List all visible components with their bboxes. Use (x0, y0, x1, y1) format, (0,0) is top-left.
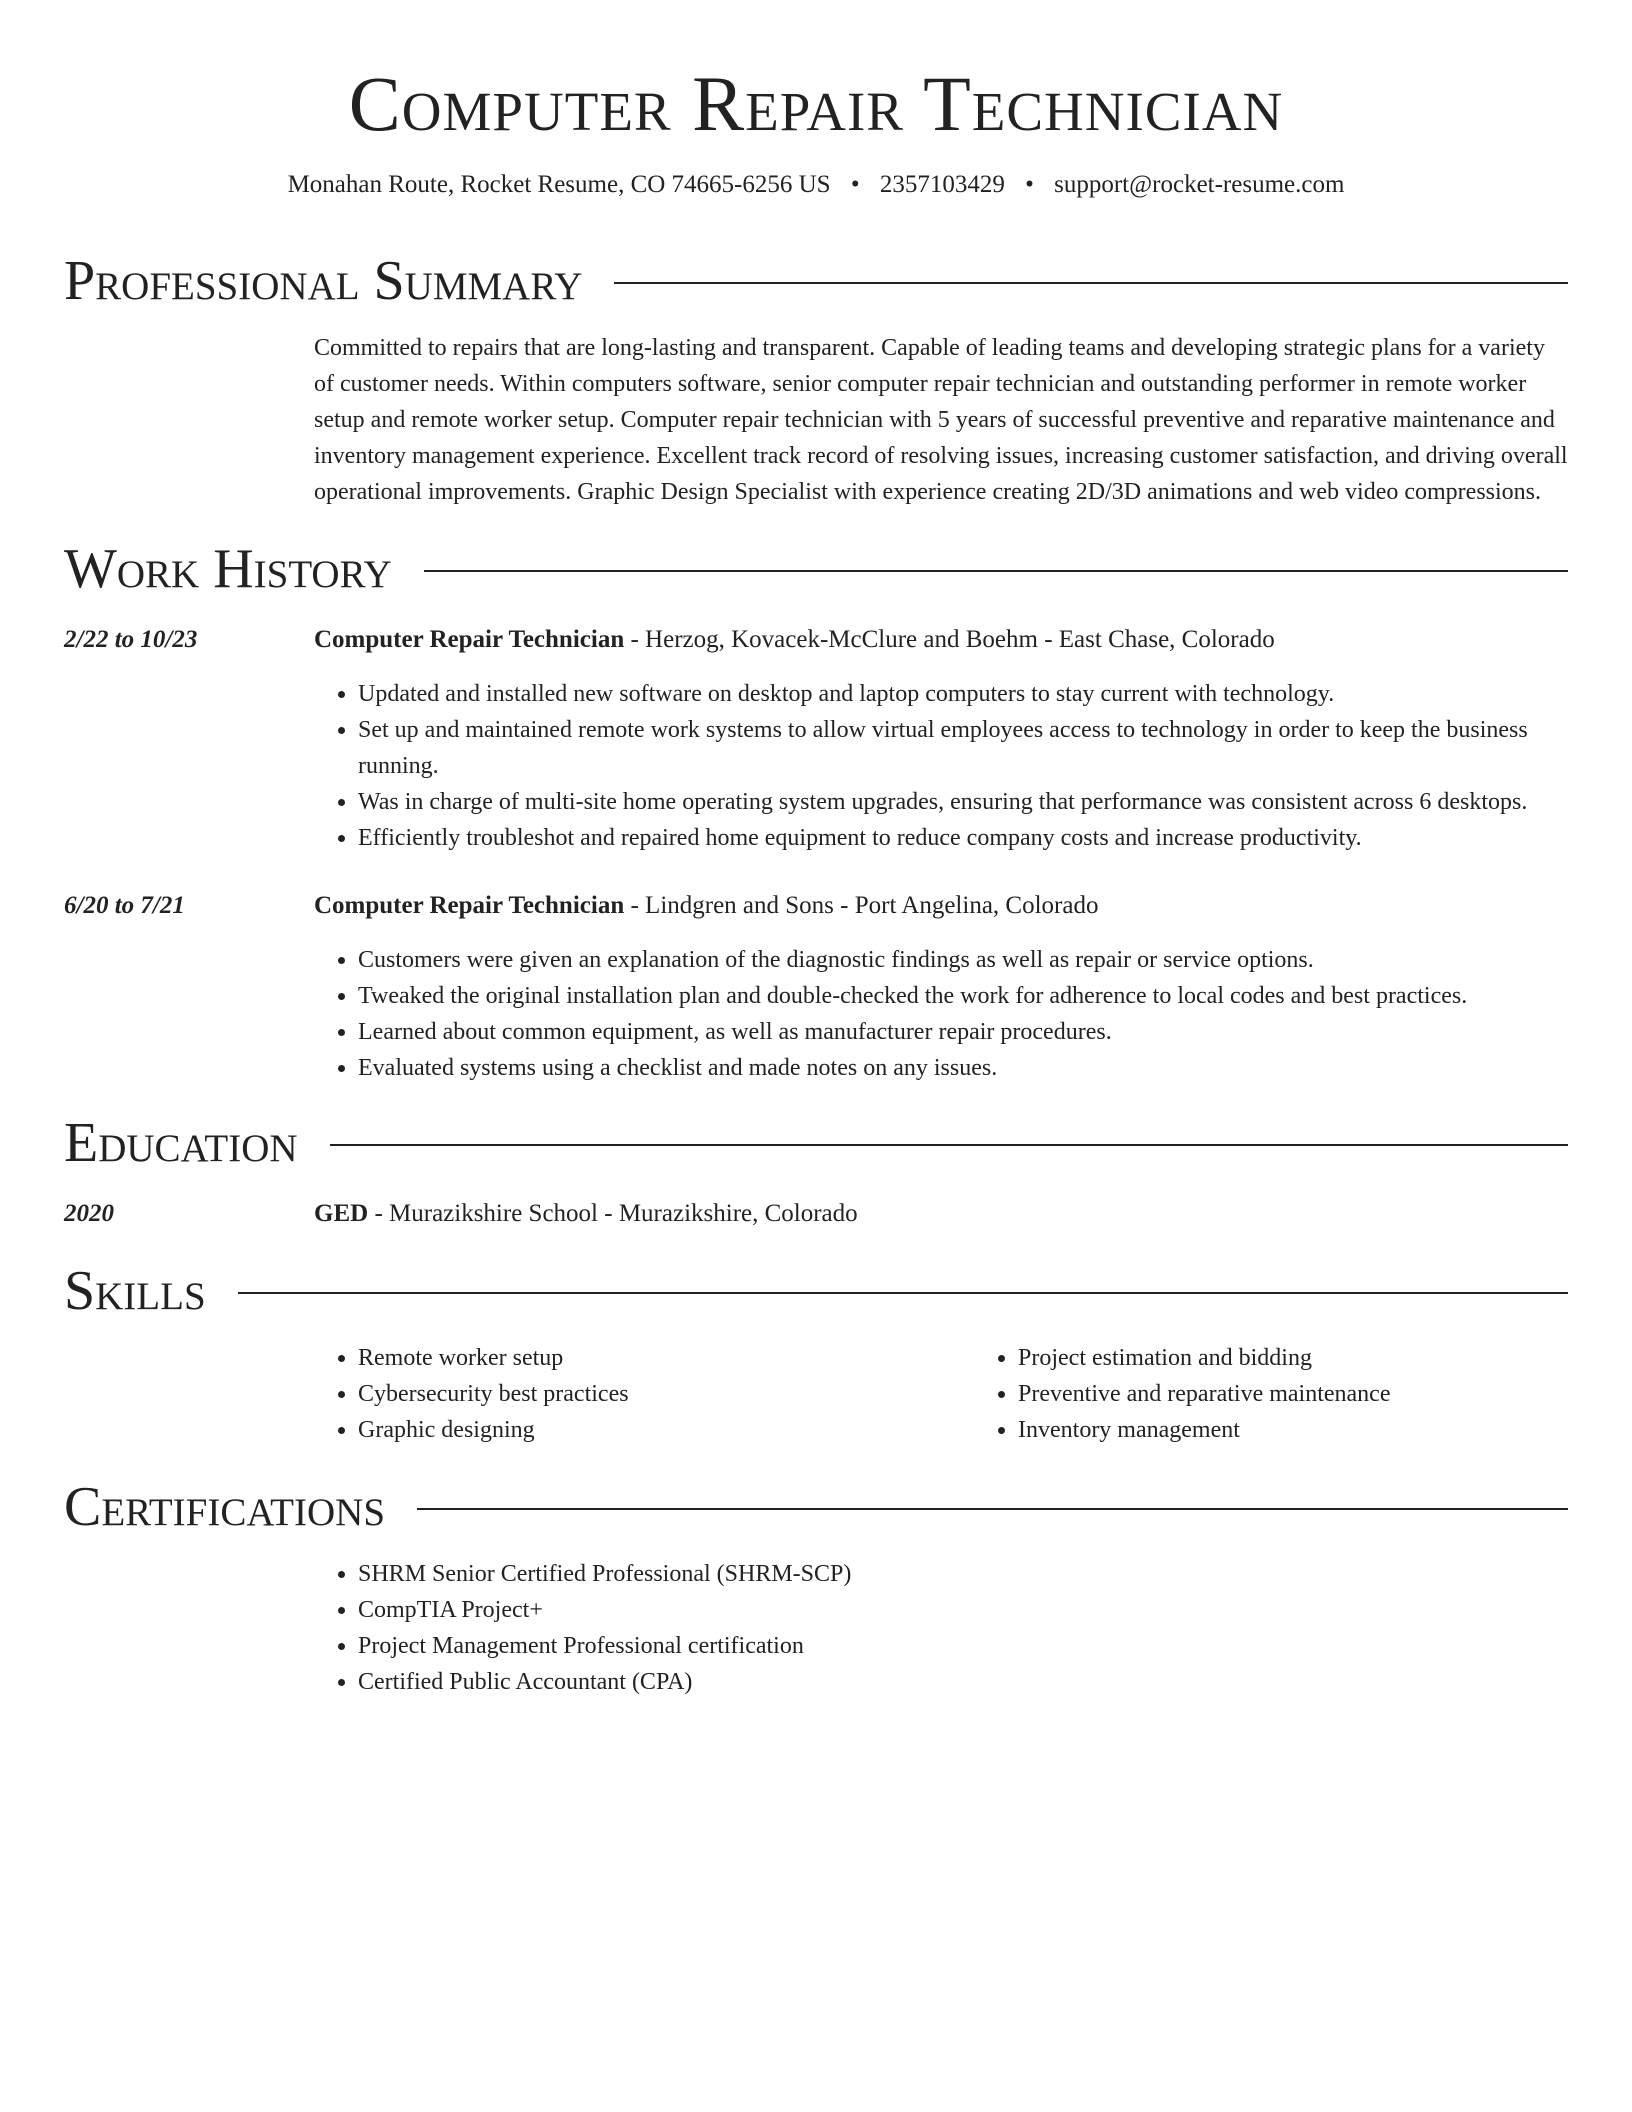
skills-row (64, 1340, 1568, 1448)
skill-item: • Inventory management (1018, 1412, 1632, 1448)
summary-spacer (64, 330, 314, 510)
job-bullet: • Tweaked the original installation plan and double-checked the work for adherence to local codes and best practices. (358, 978, 1568, 1014)
section-divider (330, 1144, 1568, 1146)
certification-item: • CompTIA Project+ (358, 1592, 1568, 1628)
skill-item: • Cybersecurity best practices (358, 1376, 974, 1412)
section-divider (417, 1508, 1568, 1510)
contact-phone: 2357103429 (879, 171, 1005, 198)
education-section (64, 1110, 1568, 1232)
skills-list-left (314, 1340, 974, 1448)
job-details: - Lindgren and Sons - Port Angelina, Colorado (624, 892, 1099, 919)
education-heading: Education (64, 1112, 298, 1174)
work-section (64, 536, 1568, 1086)
certifications-list (314, 1556, 1568, 1700)
summary-section (64, 248, 1568, 510)
skill-item: • Project estimation and bidding (1018, 1340, 1632, 1376)
resume-title: Computer Repair Technician (348, 60, 1284, 147)
skill-item: • Graphic designing (358, 1412, 974, 1448)
job-bullet: • Set up and maintained remote work systems to allow virtual employees access to technology in order to keep the business running. (358, 712, 1568, 784)
certifications-header (64, 1474, 1568, 1540)
section-divider (424, 570, 1568, 572)
job-title: Computer Repair Technician (314, 626, 625, 653)
section-divider (238, 1292, 1568, 1294)
skills-header (64, 1258, 1568, 1324)
work-heading: Work History (64, 538, 392, 600)
job-bullets (314, 676, 1568, 856)
certification-item: • Project Management Professional certification (358, 1628, 1568, 1664)
education-degree: GED (314, 1200, 369, 1227)
education-body (314, 1196, 1568, 1232)
certification-item: • SHRM Senior Certified Professional (SHRM-SCP) (358, 1556, 1568, 1592)
certification-item: • Certified Public Accountant (CPA) (358, 1664, 1568, 1700)
job-entry (64, 622, 1568, 856)
job-body (314, 888, 1568, 1086)
resume-page (64, 0, 1568, 1700)
job-bullet: • Was in charge of multi-site home operating system upgrades, ensuring that performance was consistent across 6 desktops. (358, 784, 1568, 820)
job-bullet: • Evaluated systems using a checklist and made notes on any issues. (358, 1050, 1568, 1086)
job-dates: 2/22 to 10/23 (64, 626, 198, 653)
job-details: - Herzog, Kovacek-McClure and Boehm - East Chase, Colorado (624, 626, 1275, 653)
job-heading-line (314, 622, 1568, 658)
job-heading-line (314, 888, 1568, 924)
job-bullet: • Updated and installed new software on desktop and laptop computers to stay current with technology. (358, 676, 1568, 712)
skills-list-right (974, 1340, 1632, 1448)
section-divider (614, 282, 1568, 284)
skills-section (64, 1258, 1568, 1448)
contact-separator: • (850, 171, 860, 198)
job-bullet: • Learned about common equipment, as well as manufacturer repair procedures. (358, 1014, 1568, 1050)
education-details: - Murazikshire School - Murazikshire, Colorado (368, 1200, 858, 1227)
skill-item: • Preventive and reparative maintenance (1018, 1376, 1632, 1412)
education-entry (64, 1196, 1568, 1232)
skills-heading: Skills (64, 1260, 206, 1322)
summary-header (64, 248, 1568, 314)
certifications-spacer (64, 1556, 314, 1700)
contact-separator: • (1025, 171, 1034, 198)
job-bullet: • Efficiently troubleshot and repaired home equipment to reduce company costs and increase productivity. (358, 820, 1568, 856)
job-entry (64, 888, 1568, 1086)
contact-email: support@rocket-resume.com (1054, 171, 1345, 198)
summary-text: Committed to repairs that are long-lasting and transparent. Capable of leading teams and developing strategic plans for a variety of customer needs. Within computers software, senior computer repair technician and outstanding performer in remote worker setup and remote worker setup. Computer repair technician with 5 years of successful preventive and reparative maintenance and inventory management experience. Excellent track record of resolving issues, increasing customer satisfaction, and driving overall operational improvements. Graphic Design Specialist with experience creating 2D/3D animations and web video compressions. (314, 335, 1568, 505)
contact-address: Monahan Route, Rocket Resume, CO 74665-6256 US (287, 171, 831, 198)
job-bullets (314, 942, 1568, 1086)
contact-line (64, 168, 1568, 202)
job-dates: 6/20 to 7/21 (64, 892, 185, 919)
education-header (64, 1110, 1568, 1176)
summary-row (64, 330, 1568, 510)
certifications-body (314, 1556, 1568, 1700)
summary-heading: Professional Summary (64, 250, 583, 312)
skills-grid (314, 1340, 1632, 1448)
job-body (314, 622, 1568, 856)
job-bullet: • Customers were given an explanation of the diagnostic findings as well as repair or service options. (358, 942, 1568, 978)
certifications-row (64, 1556, 1568, 1700)
skills-spacer (64, 1340, 314, 1448)
certifications-section (64, 1474, 1568, 1700)
skill-item: • Remote worker setup (358, 1340, 974, 1376)
certifications-heading: Certifications (64, 1476, 386, 1538)
work-header (64, 536, 1568, 602)
education-year: 2020 (64, 1200, 114, 1227)
job-title: Computer Repair Technician (314, 892, 625, 919)
